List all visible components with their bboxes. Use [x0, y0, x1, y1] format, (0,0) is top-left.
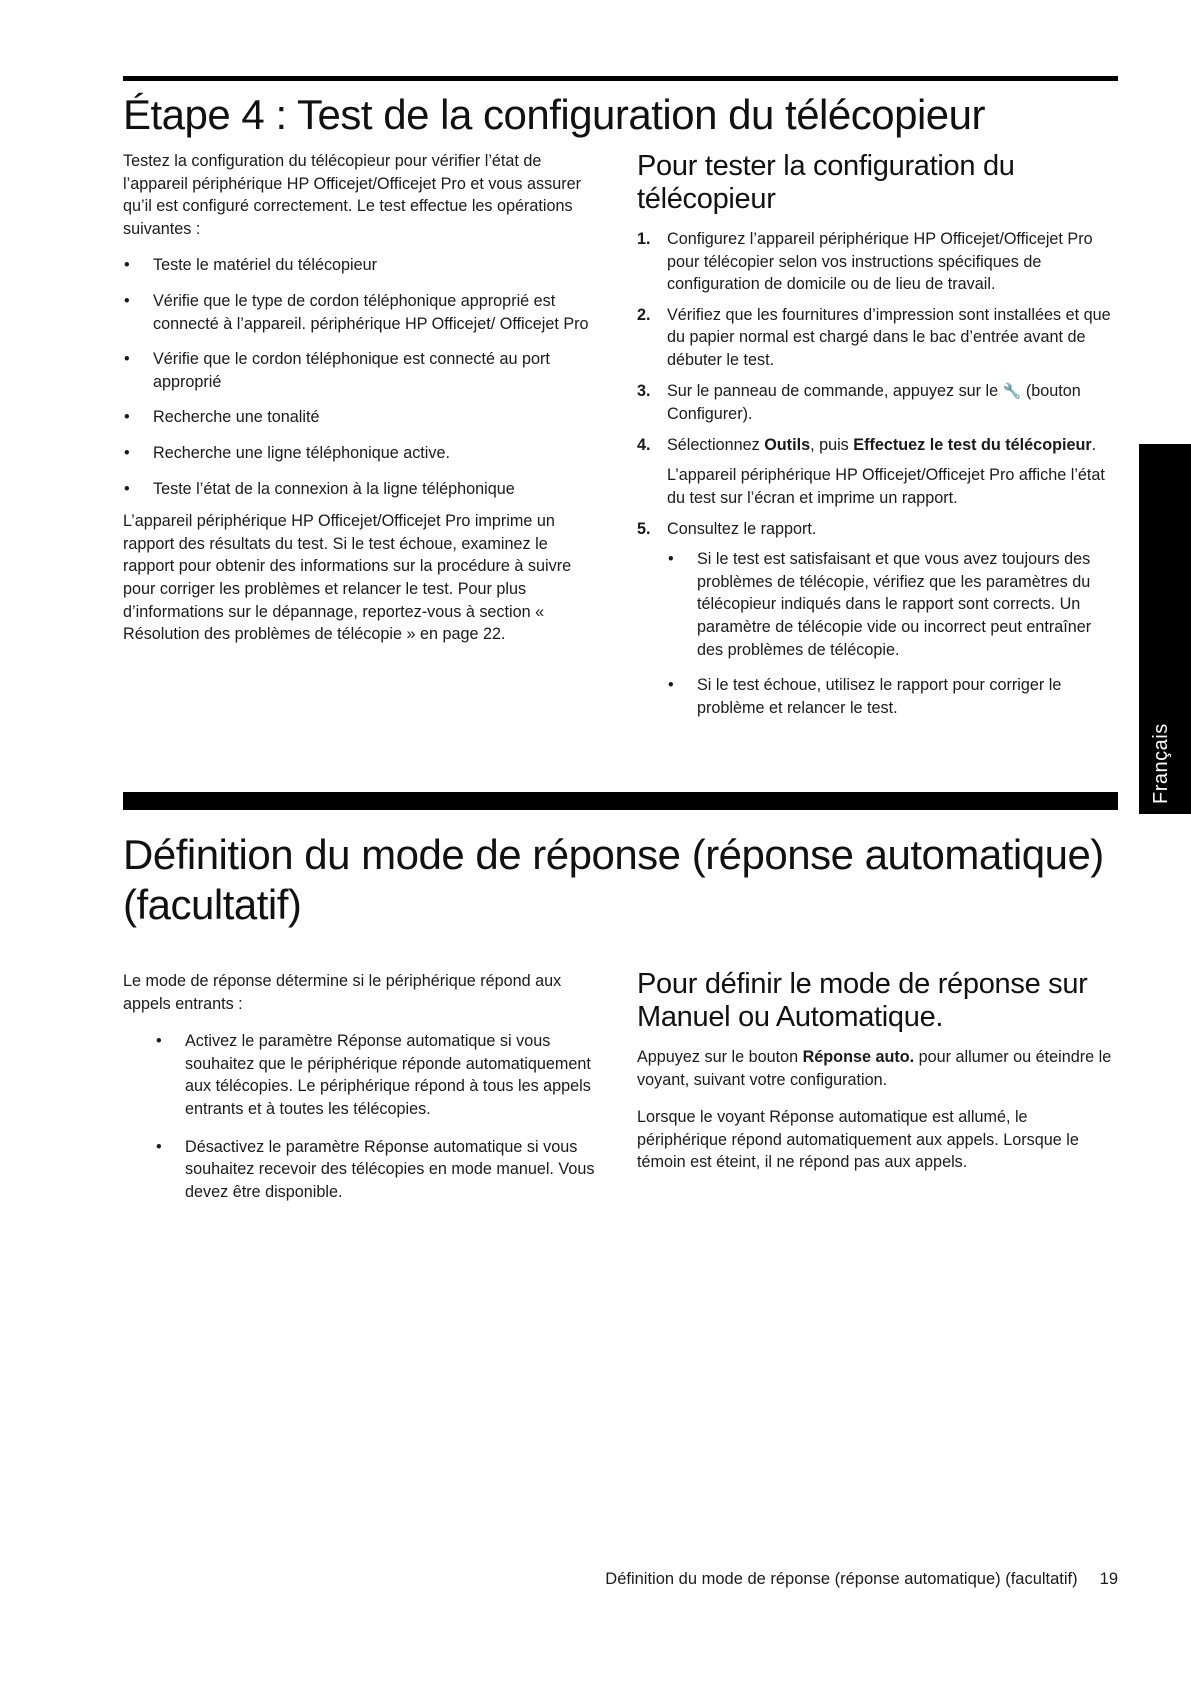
list-item: • Teste l’état de la connexion à la ligne téléphonique	[123, 478, 603, 501]
step-number: 2.	[637, 305, 651, 324]
language-side-tab	[1139, 444, 1191, 814]
section1-title: Étape 4 : Test de la configuration du télécopieur	[123, 91, 985, 138]
test-steps-list	[637, 228, 1117, 719]
step-4: 4. Sélectionnez Outils, puis Effectuez le test du télécopieur. L’appareil périphérique HP Officejet/Officejet Pro affiche l’état du test sur l’écran et imprime un rapport.	[637, 434, 1117, 510]
section2-para2: Lorsque le voyant Réponse automatique est allumé, le périphérique répond automatiquement aux appels. Lorsque le témoin est éteint, il ne répond pas aux appels.	[637, 1108, 1079, 1172]
section2-left-column	[123, 970, 603, 1203]
bullet-icon: •	[668, 550, 674, 569]
section2-right-column	[637, 968, 1117, 1174]
bullet-icon: •	[124, 256, 130, 275]
page-footer	[605, 1570, 1118, 1589]
outils-label: Outils	[764, 435, 811, 454]
section1-left-column	[123, 150, 603, 646]
section1-closing: L’appareil périphérique HP Officejet/Officejet Pro imprime un rapport des résultats du test. Si le test échoue, examinez le rapport pour obtenir des informations sur la procédure à suivre pour corriger les problèmes et relancer le test. Pour plus d’informations sur le dépannage, reportez-vous à section « Résolution des problèmes de télécopie » en page 22.	[123, 512, 572, 644]
bullet-icon: •	[124, 479, 130, 498]
bullet-icon: •	[668, 676, 674, 695]
bullet-icon: •	[156, 1137, 162, 1156]
step-5-bullets	[667, 548, 1117, 719]
list-item: • Teste le matériel du télécopieur	[123, 254, 603, 277]
section2-subtitle: Pour définir le mode de réponse sur Manuel ou Automatique.	[637, 968, 1088, 1033]
section2-title: Définition du mode de réponse (réponse automatique) (facultatif)	[123, 831, 1104, 928]
list-item: • Recherche une ligne téléphonique active.	[123, 442, 603, 465]
step-1: 1. Configurez l’appareil périphérique HP Officejet/Officejet Pro pour télécopier selon vos instructions spécifiques de configuration de domicile ou de lieu de travail.	[637, 230, 1093, 294]
footer-title: Définition du mode de réponse (réponse automatique) (facultatif)	[605, 1570, 1078, 1588]
section2-para1: Appuyez sur le bouton Réponse auto. pour allumer ou éteindre le voyant, suivant votre configuration.	[637, 1048, 1112, 1089]
list-item: • Activez le paramètre Réponse automatique si vous souhaitez que le périphérique réponde automatiquement aux télécopies. Le périphérique répond à tous les appels entrants et à toutes les télécopies.	[156, 1032, 591, 1118]
bullet-icon: •	[124, 350, 130, 369]
list-item: • Désactivez le paramètre Réponse automatique si vous souhaitez recevoir des télécopies en mode manuel. Vous devez être disponible.	[156, 1137, 595, 1201]
section1-intro: Testez la configuration du télécopieur pour vérifier l’état de l’appareil périphérique HP Officejet/Officejet Pro et vous assurer qu’il est configuré correctement. Le test effectue les opérations suivantes :	[123, 152, 581, 238]
section2-bullet-list	[123, 1030, 603, 1203]
step-3: 3. Sur le panneau de commande, appuyez sur le 🔧 (bouton Configurer).	[637, 381, 1081, 424]
step-number: 5.	[637, 519, 651, 538]
step-number: 1.	[637, 230, 651, 248]
section-rule-top	[123, 76, 1118, 81]
section1-subtitle: Pour tester la configuration du télécopieur	[637, 150, 1015, 215]
side-tab-label: Français	[1150, 723, 1172, 804]
list-item: • Si le test est satisfaisant et que vous avez toujours des problèmes de télécopie, vérifiez que les paramètres du télécopieur indiqués dans le rapport sont corrects. Un paramètre de télécopie vide ou incorrect peut entraîner des problèmes de télécopie.	[668, 550, 1092, 659]
step-number: 3.	[637, 381, 651, 400]
list-item: • Si le test échoue, utilisez le rapport pour corriger le problème et relancer le test.	[668, 676, 1062, 717]
bullet-icon: •	[156, 1032, 162, 1051]
section1-bullet-list	[123, 254, 603, 500]
list-item: • Vérifie que le cordon téléphonique est connecté au port approprié	[124, 350, 550, 391]
section-rule-bottom	[123, 792, 1118, 810]
step-4-note: L’appareil périphérique HP Officejet/Officejet Pro affiche l’état du test sur l’écran et imprime un rapport.	[667, 466, 1105, 507]
section1-right-column	[637, 150, 1117, 719]
page-number: 19	[1099, 1570, 1118, 1588]
bullet-icon: •	[124, 443, 130, 462]
step-5: 5. Consultez le rapport. • Si le test est satisfaisant et que vous avez toujours des problèmes de télécopie, vérifiez que les paramètres du télécopieur indiqués dans le rapport sont corrects. Un paramètre de télécopie vide ou incorrect peut entraîner des problèmes de télécopie. • Si le test échoue, utilisez le rapport pour corriger le problème et relancer le test.	[637, 518, 1117, 720]
section2-intro: Le mode de réponse détermine si le périphérique répond aux appels entrants :	[123, 972, 562, 1013]
list-item: • Recherche une tonalité	[123, 406, 603, 429]
bullet-icon: •	[124, 291, 130, 310]
bullet-icon: •	[124, 408, 130, 427]
reponse-auto-label: Réponse auto.	[802, 1048, 915, 1066]
list-item: • Vérifie que le type de cordon téléphonique approprié est connecté à l’appareil. périphérique HP Officejet/ Officejet Pro	[124, 291, 589, 333]
step-2: 2. Vérifiez que les fournitures d’impression sont installées et que du papier normal est chargé dans le bac d’entrée avant de débuter le test.	[637, 305, 1111, 369]
step-number: 4.	[637, 435, 651, 454]
wrench-icon: 🔧	[1002, 382, 1022, 400]
test-label: Effectuez le test du télécopieur	[853, 435, 1092, 454]
